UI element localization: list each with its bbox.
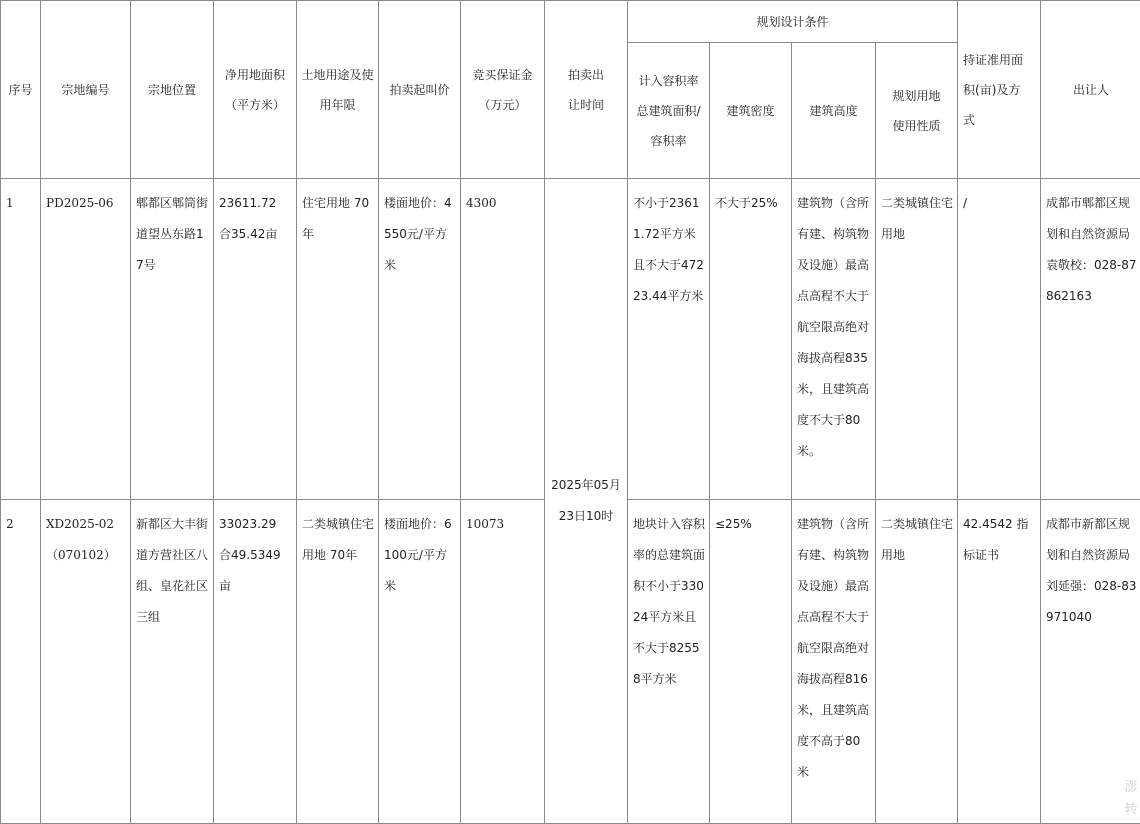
cell-planning-use: 二类城镇住宅用地: [876, 179, 958, 500]
cell-cert: 42.4542 指标证书: [958, 500, 1041, 824]
cell-auction-time: 2025年05月23日10时: [545, 179, 628, 824]
header-auction-time: 拍卖出让时间: [545, 1, 628, 179]
header-parcel-no: 宗地编号: [41, 1, 131, 179]
cell-parcel-no: PD2025-06: [41, 179, 131, 500]
header-planning-use: 规划用地使用性质: [876, 43, 958, 179]
cell-planning-use: 二类城镇住宅用地: [876, 500, 958, 824]
cell-seq: 1: [1, 179, 41, 500]
cell-height: 建筑物（含所有建、构筑物及设施）最高点高程不大于航空限高绝对海拔高程835米，且建筑高度不大于80米。: [792, 179, 876, 500]
cell-density: ≤25%: [710, 500, 792, 824]
cell-seq: 2: [1, 500, 41, 824]
watermark: 澎转: [1124, 777, 1138, 821]
header-far: 计入容积率总建筑面积/容积率: [628, 43, 710, 179]
cell-grantor: 成都市新都区规划和自然资源局 刘延强：028-83971040: [1041, 500, 1140, 824]
cell-deposit: 10073: [461, 500, 545, 824]
cell-start-price: 楼面地价：6100元/平方米: [379, 500, 461, 824]
header-height: 建筑高度: [792, 43, 876, 179]
cell-land-use: 二类城镇住宅用地 70年: [297, 500, 379, 824]
header-start-price: 拍卖起叫价: [379, 1, 461, 179]
cell-net-area: 33023.29 合49.5349亩: [214, 500, 297, 824]
header-deposit: 竞买保证金（万元）: [461, 1, 545, 179]
cell-land-use: 住宅用地 70年: [297, 179, 379, 500]
header-seq: 序号: [1, 1, 41, 179]
cell-parcel-no: XD2025-02（070102）: [41, 500, 131, 824]
header-grantor: 出让人: [1041, 1, 1140, 179]
header-location: 宗地位置: [131, 1, 214, 179]
header-density: 建筑密度: [710, 43, 792, 179]
cell-deposit: 4300: [461, 179, 545, 500]
cell-net-area: 23611.72 合35.42亩: [214, 179, 297, 500]
header-net-area: 净用地面积（平方米）: [214, 1, 297, 179]
cell-far: 不小于23611.72平方米且不大于47223.44平方米: [628, 179, 710, 500]
cell-start-price: 楼面地价：4550元/平方米: [379, 179, 461, 500]
cell-density: 不大于25%: [710, 179, 792, 500]
cell-location: 郫都区郫筒街道望丛东路17号: [131, 179, 214, 500]
cell-cert: /: [958, 179, 1041, 500]
header-planning-group: 规划设计条件: [628, 1, 958, 43]
cell-height: 建筑物（含所有建、构筑物及设施）最高点高程不大于航空限高绝对海拔高程816米，且建筑高度不高于80米: [792, 500, 876, 824]
cell-grantor: 成都市郫都区规划和自然资源局 袁敬校：028-87862163: [1041, 179, 1140, 500]
cell-location: 新都区大丰街道方营社区八组、皇花社区三组: [131, 500, 214, 824]
cell-far: 地块计入容积率的总建筑面积不小于33024平方米且不大于82558平方米: [628, 500, 710, 824]
table-row: [1, 179, 1140, 500]
header-land-use: 土地用途及使用年限: [297, 1, 379, 179]
header-cert: 持证准用面积(亩)及方式: [958, 1, 1041, 179]
